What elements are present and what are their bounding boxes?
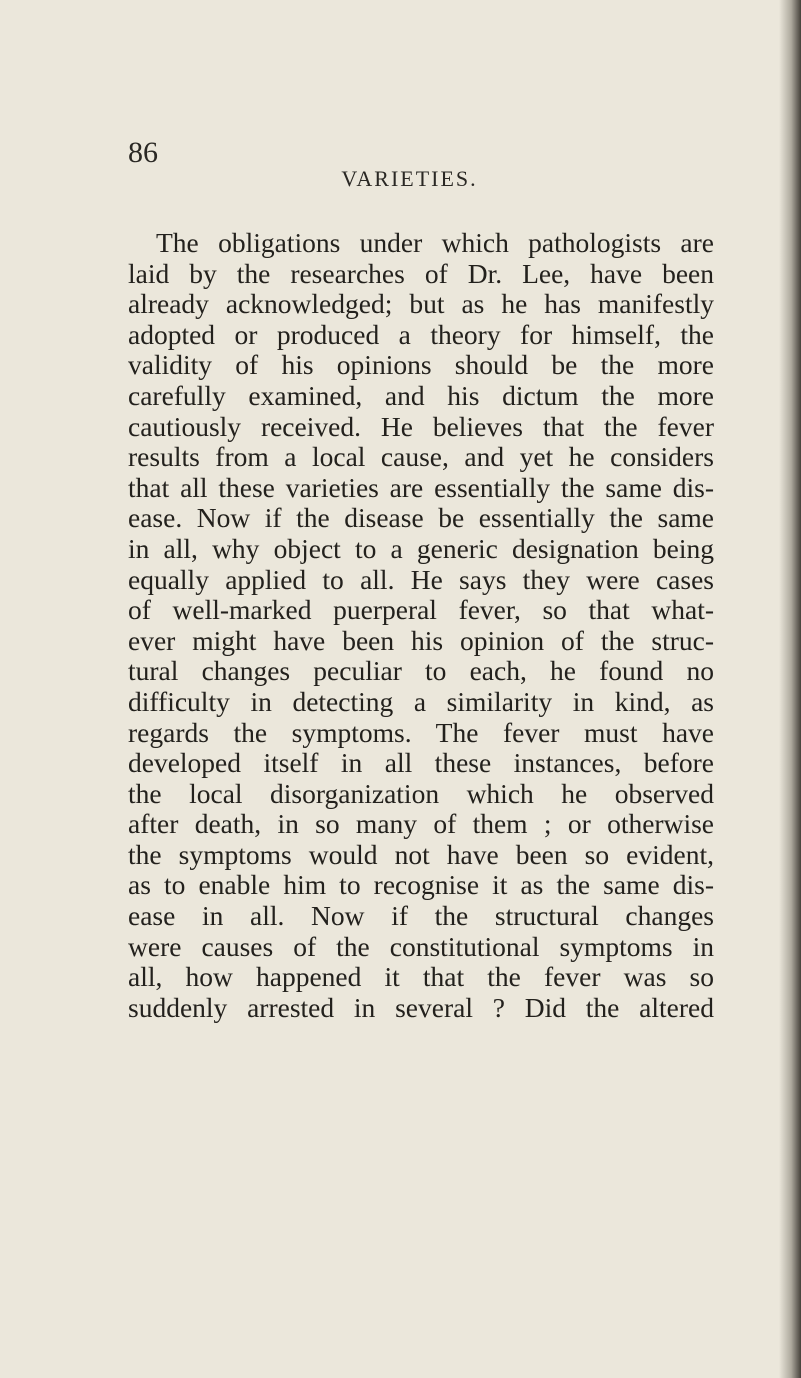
text-line: that all these varieties are essentially the same dis-: [128, 471, 714, 503]
text-line: ever might have been his opinion of the struc-: [128, 624, 714, 656]
text-line: suddenly arrested in several ? Did the altered: [128, 991, 714, 1023]
text-line: results from a local cause, and yet he considers: [128, 441, 714, 473]
text-line: validity of his opinions should be the more: [128, 349, 714, 381]
text-line: equally applied to all. He says they were cases: [128, 563, 714, 595]
text-line: The obligations under which pathologists are: [156, 227, 714, 258]
text-line: the local disorganization which he observed: [128, 777, 714, 809]
body-paragraph: [128, 228, 714, 1023]
text-line: the symptoms would not have been so evident,: [128, 838, 714, 870]
text-line: in all, why object to a generic designation being: [128, 532, 714, 564]
text-line: already acknowledged; but as he has manifestly: [128, 288, 714, 320]
text-line: developed itself in all these instances, before: [128, 747, 714, 779]
text-line: laid by the researches of Dr. Lee, have been: [128, 257, 714, 289]
text-line: were causes of the constitutional symptoms in: [128, 930, 714, 962]
text-line: regards the symptoms. The fever must have: [128, 716, 714, 748]
text-line: cautiously received. He believes that the fever: [128, 410, 714, 442]
text-line: adopted or produced a theory for himself, the: [128, 318, 714, 350]
running-head: VARIETIES.: [341, 166, 478, 191]
text-line: tural changes peculiar to each, he found no: [128, 655, 714, 687]
text-line: ease in all. Now if the structural changes: [128, 900, 714, 932]
text-line: carefully examined, and his dictum the more: [128, 379, 714, 411]
text-line: after death, in so many of them ; or otherwise: [128, 808, 714, 840]
text-line: difficulty in detecting a similarity in kind, as: [128, 685, 714, 717]
text-line: as to enable him to recognise it as the same dis-: [128, 869, 714, 901]
text-line: all, how happened it that the fever was so: [128, 961, 714, 993]
text-line: ease. Now if the disease be essentially the same: [128, 502, 714, 534]
page-number: 86: [128, 136, 158, 169]
page-edge-shadow: [779, 0, 801, 1378]
text-line: of well-marked puerperal fever, so that what-: [128, 594, 714, 626]
